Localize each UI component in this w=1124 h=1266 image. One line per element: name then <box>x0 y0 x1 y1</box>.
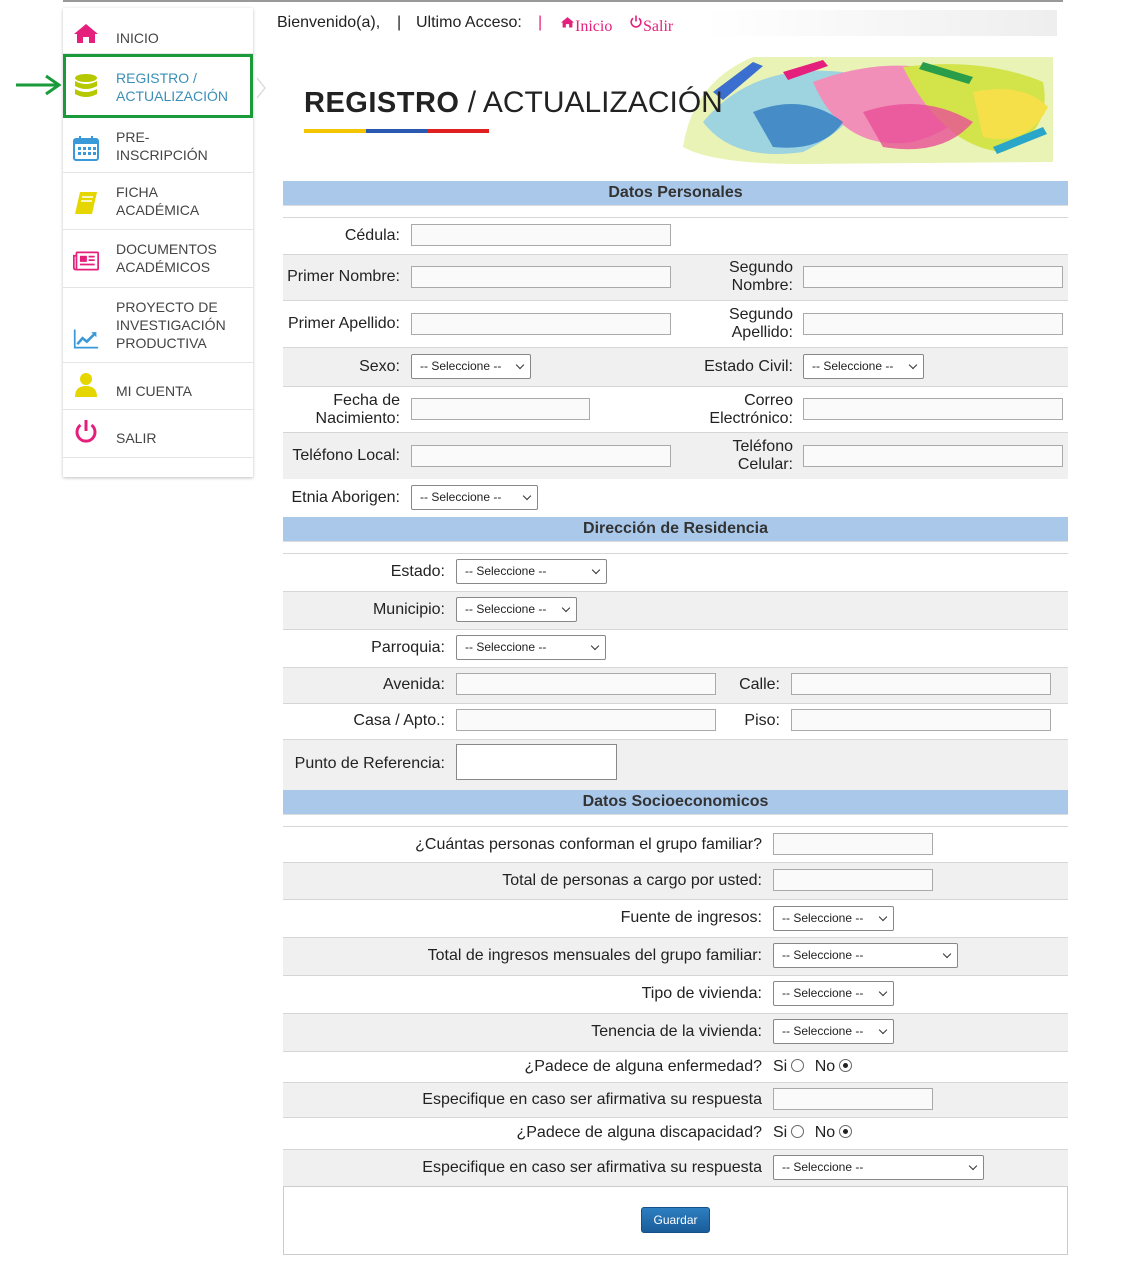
enfermedad-no-radio[interactable] <box>839 1059 852 1072</box>
sidebar-item-label: SALIR <box>116 430 157 446</box>
page-title-rest: / ACTUALIZACIÓN <box>459 86 723 119</box>
row-referencia <box>283 739 1068 790</box>
sidebar-item-label: MI CUENTA <box>116 383 192 399</box>
especifique-discapacidad-label: Especifique en caso ser afirmativa su respuesta <box>422 1159 762 1176</box>
row-municipio <box>283 591 1068 629</box>
row-avenida <box>283 667 1068 703</box>
inicio-link[interactable] <box>560 14 613 35</box>
row-nombres <box>283 254 1068 300</box>
telefono-local-input[interactable] <box>411 445 671 467</box>
section-header-datos-personales: Datos Personales <box>283 181 1068 206</box>
row-cedula <box>283 217 1068 254</box>
arrow-right-icon <box>14 74 62 96</box>
separator: | <box>538 14 543 31</box>
fecha-nacimiento-input[interactable] <box>411 398 590 420</box>
telefono-celular-label: Teléfono Celular: <box>732 438 793 473</box>
discapacidad-label: ¿Padece de alguna discapacidad? <box>516 1124 762 1141</box>
inicio-link-label: Inicio <box>575 18 613 35</box>
estado-civil-select[interactable]: -- Seleccione -- <box>803 354 924 379</box>
primer-apellido-input[interactable] <box>411 313 671 335</box>
especifique-enfermedad-input[interactable] <box>773 1088 933 1110</box>
estado-label: Estado: <box>390 563 445 580</box>
sidebar-item-inicio[interactable] <box>63 8 253 54</box>
power-icon <box>629 15 643 29</box>
calle-label: Calle: <box>739 676 780 693</box>
row-etnia <box>283 479 1068 517</box>
row-grupo-familiar <box>283 826 1068 862</box>
segundo-nombre-input[interactable] <box>803 266 1063 288</box>
casa-label: Casa / Apto.: <box>353 712 445 729</box>
book-icon <box>73 190 99 216</box>
chart-line-icon <box>73 326 99 352</box>
segundo-apellido-input[interactable] <box>803 313 1063 335</box>
a-cargo-label: Total de personas a cargo por usted: <box>502 872 762 889</box>
calle-input[interactable] <box>791 673 1051 695</box>
section-header-direccion: Dirección de Residencia <box>283 517 1068 542</box>
fecha-nacimiento-label: Fecha de Nacimiento: <box>315 392 400 427</box>
title-underline <box>304 129 366 133</box>
sidebar-item-ficha[interactable] <box>63 173 253 230</box>
primer-nombre-label: Primer Nombre: <box>287 268 400 285</box>
row-a-cargo <box>283 862 1068 899</box>
cedula-input[interactable] <box>411 224 671 246</box>
referencia-textarea[interactable] <box>456 744 617 780</box>
chevron-right-icon <box>255 76 267 100</box>
row-parroquia <box>283 629 1068 667</box>
section-header-socioeconomicos: Datos Socioeconomicos <box>283 790 1068 815</box>
row-casa <box>283 703 1068 739</box>
casa-input[interactable] <box>456 709 716 731</box>
row-fuente-ingresos <box>283 899 1068 937</box>
title-underline <box>427 129 489 133</box>
tenencia-select[interactable]: -- Seleccione -- <box>773 1019 894 1044</box>
fuente-ingresos-select[interactable]: -- Seleccione -- <box>773 906 894 931</box>
sidebar-item-label: REGISTRO / ACTUALIZACIÓN <box>116 70 229 104</box>
sidebar-item-label: DOCUMENTOS ACADÉMICOS <box>116 241 217 275</box>
telefono-celular-input[interactable] <box>803 445 1063 467</box>
total-ingresos-select[interactable]: -- Seleccione -- <box>773 943 958 968</box>
sidebar-item-label: PROYECTO DE INVESTIGACIÓN PRODUCTIVA <box>116 299 226 351</box>
title-underline <box>366 129 427 133</box>
row-tenencia <box>283 1013 1068 1051</box>
grupo-familiar-label: ¿Cuántas personas conforman el grupo familiar? <box>415 836 762 853</box>
separator: | <box>397 14 402 31</box>
discapacidad-si-radio[interactable] <box>791 1125 804 1138</box>
sexo-label: Sexo: <box>359 358 400 375</box>
tenencia-label: Tenencia de la vivienda: <box>591 1023 762 1040</box>
user-icon <box>73 372 99 398</box>
municipio-label: Municipio: <box>372 601 445 618</box>
segundo-nombre-label: Segundo Nombre: <box>728 259 793 294</box>
sexo-select[interactable]: -- Seleccione -- <box>411 354 531 379</box>
referencia-label: Punto de Referencia: <box>294 755 445 772</box>
discapacidad-no-radio[interactable] <box>839 1125 852 1138</box>
a-cargo-input[interactable] <box>773 869 933 891</box>
sidebar-item-mi-cuenta[interactable] <box>63 363 253 410</box>
estado-select[interactable]: -- Seleccione -- <box>456 559 607 584</box>
etnia-select[interactable]: -- Seleccione -- <box>411 485 538 510</box>
sidebar-item-proyecto[interactable] <box>63 288 253 363</box>
row-enfermedad <box>283 1051 1068 1082</box>
avenida-input[interactable] <box>456 673 716 695</box>
parroquia-label: Parroquia: <box>371 639 445 656</box>
welcome-text: Bienvenido(a), <box>277 14 381 31</box>
page-title-bold: REGISTRO <box>304 87 460 119</box>
sidebar-item-label: FICHA ACADÉMICA <box>116 184 200 218</box>
sidebar-item-label: INICIO <box>116 30 159 46</box>
last-access-text: Ultimo Acceso: <box>416 14 522 31</box>
estado-civil-label: Estado Civil: <box>704 358 793 375</box>
correo-input[interactable] <box>803 398 1063 420</box>
sidebar <box>63 8 253 477</box>
sidebar-item-documentos[interactable] <box>63 230 253 288</box>
home-icon <box>73 20 99 46</box>
row-sexo <box>283 347 1068 386</box>
top-border <box>63 0 1063 2</box>
telefono-local-label: Teléfono Local: <box>292 447 400 464</box>
newspaper-icon <box>73 248 99 274</box>
salir-link-label: Salir <box>643 18 674 35</box>
primer-nombre-input[interactable] <box>411 266 671 288</box>
sidebar-item-preinscripcion[interactable] <box>63 118 253 173</box>
page-title <box>304 86 723 120</box>
especifique-enfermedad-label: Especifique en caso ser afirmativa su respuesta <box>422 1091 762 1108</box>
salir-link[interactable] <box>629 14 674 35</box>
row-especifique-enfermedad <box>283 1082 1068 1117</box>
database-icon <box>73 74 99 100</box>
discapacidad-options <box>773 1124 858 1142</box>
sidebar-item-registro[interactable] <box>63 54 253 118</box>
row-especifique-discapacidad <box>283 1149 1068 1186</box>
tipo-vivienda-label: Tipo de vivienda: <box>641 985 762 1002</box>
row-fecha <box>283 386 1068 432</box>
row-tipo-vivienda <box>283 975 1068 1013</box>
si-label: Si <box>773 1058 788 1075</box>
si-label: Si <box>773 1124 788 1141</box>
correo-label: Correo Electrónico: <box>709 392 793 427</box>
segundo-apellido-label: Segundo Apellido: <box>728 306 793 341</box>
enfermedad-si-radio[interactable] <box>791 1059 804 1072</box>
row-estado <box>283 553 1068 591</box>
enfermedad-options <box>773 1058 858 1076</box>
cedula-label: Cédula: <box>344 227 400 244</box>
save-button[interactable]: Guardar <box>641 1207 710 1233</box>
power-icon <box>73 419 99 445</box>
primer-apellido-label: Primer Apellido: <box>287 315 400 332</box>
row-apellidos <box>283 300 1068 347</box>
grupo-familiar-input[interactable] <box>773 833 933 855</box>
fuente-ingresos-label: Fuente de ingresos: <box>620 909 762 926</box>
avenida-label: Avenida: <box>383 676 445 693</box>
top-bar <box>273 10 1057 36</box>
piso-input[interactable] <box>791 709 1051 731</box>
piso-label: Piso: <box>744 712 780 729</box>
especifique-discapacidad-select[interactable]: -- Seleccione -- <box>773 1155 984 1180</box>
no-label: No <box>814 1124 836 1141</box>
enfermedad-label: ¿Padece de alguna enfermedad? <box>524 1058 762 1075</box>
municipio-select[interactable]: -- Seleccione -- <box>456 597 577 622</box>
calendar-icon <box>73 135 99 161</box>
row-discapacidad <box>283 1117 1068 1149</box>
parroquia-select[interactable]: -- Seleccione -- <box>456 635 606 660</box>
row-total-ingresos <box>283 937 1068 975</box>
etnia-label: Etnia Aborigen: <box>291 489 400 506</box>
sidebar-item-label: PRE- INSCRIPCIÓN <box>116 129 208 163</box>
sidebar-item-salir[interactable] <box>63 410 253 458</box>
row-telefonos <box>283 432 1068 479</box>
no-label: No <box>814 1058 836 1075</box>
tipo-vivienda-select[interactable]: -- Seleccione -- <box>773 981 894 1006</box>
total-ingresos-label: Total de ingresos mensuales del grupo familiar: <box>427 947 762 964</box>
home-icon <box>560 16 575 28</box>
